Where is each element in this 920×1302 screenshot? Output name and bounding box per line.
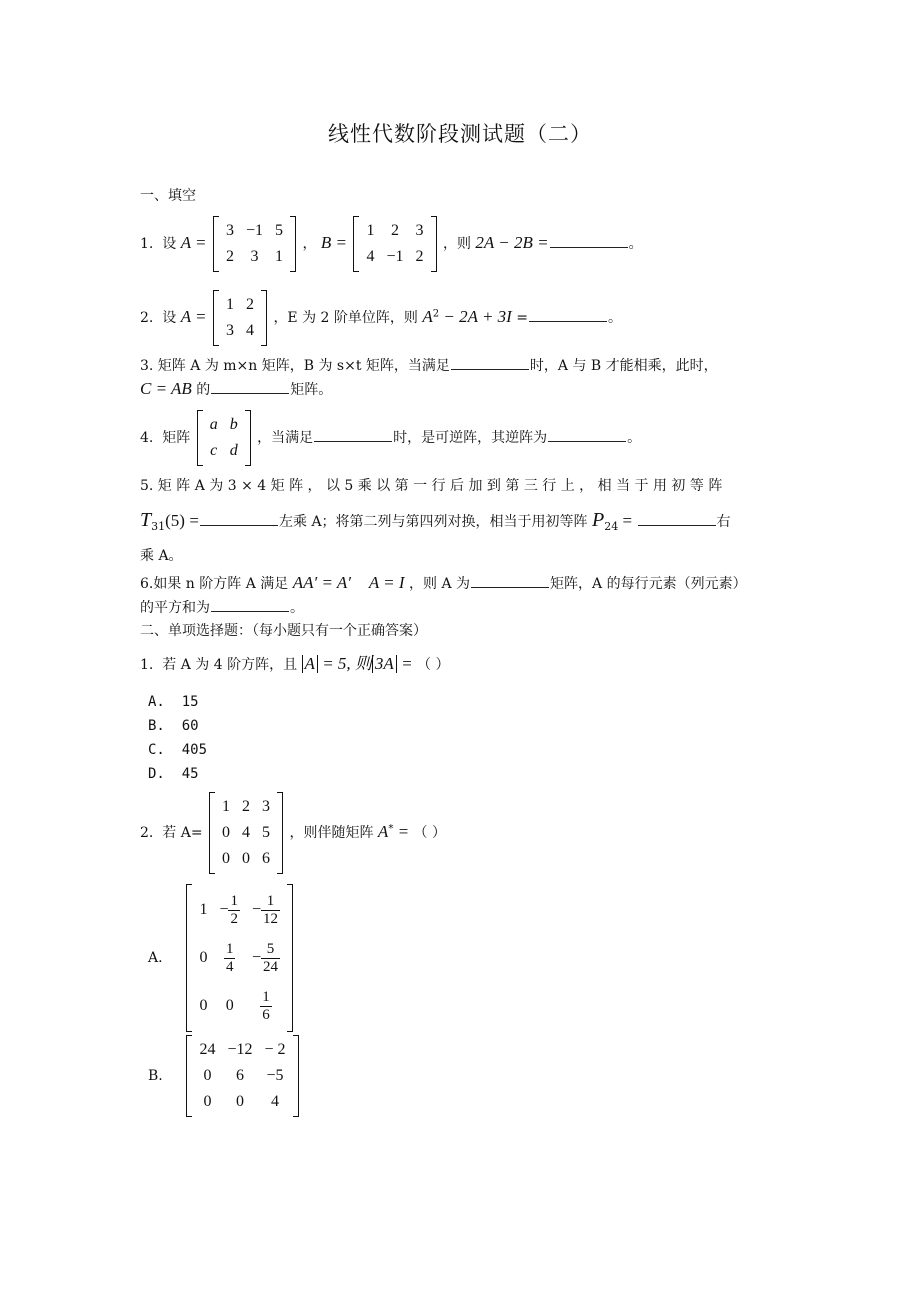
adjugate-option-b	[186, 1035, 298, 1117]
option-b-matrix[interactable]: B. 24 −12 − 2 0 6 −5 0 0 4	[148, 1035, 301, 1117]
matrix-cell: −12	[227, 1041, 253, 1058]
matrix-cell: − $\frac{5}{24}$	[251, 940, 279, 975]
matrix-cell: 3	[250, 248, 259, 265]
matrix-abcd	[197, 410, 251, 466]
answer-blank[interactable]	[211, 379, 289, 394]
matrix-cell: −1	[386, 248, 404, 265]
matrix-cell: 0	[199, 997, 208, 1014]
matrix-cell: b	[229, 416, 238, 433]
question-1-3-line1: 3. 矩阵 A 为 m×n 矩阵，B 为 s×t 矩阵，当满足 时，A 与 B 才能相乘，此时，	[140, 355, 718, 376]
matrix-cell: 1	[366, 222, 375, 239]
matrix-cell: 24	[199, 1041, 216, 1058]
matrix-cell: 0	[203, 1067, 212, 1084]
question-1-6-line2: 的平方和为 。	[140, 597, 304, 618]
abs-3A: 3A	[372, 655, 397, 673]
option-b[interactable]: B. 60	[148, 718, 199, 734]
matrix-cell: 1	[199, 901, 208, 918]
adjugate-option-a	[186, 884, 293, 1032]
matrix-cell: − $\frac{1}{12}$	[251, 892, 279, 927]
matrix-cell: 0	[235, 1093, 244, 1110]
matrix-cell: d	[229, 442, 238, 459]
question-1-5-line1: 5. 矩 阵 A 为 3 × 4 矩 阵 ， 以 5 乘 以 第 一 行 后 加 到 第 三 行 上 ， 相 当 于 用 初 等 阵	[140, 478, 723, 494]
matrix-cell: 0	[222, 824, 231, 841]
matrix-cell: 0	[242, 850, 251, 867]
matrix-B-q1	[353, 216, 436, 272]
matrix-cell: 3	[225, 222, 234, 239]
question-1-5-line2: $T_{31}(5)$ = 左乘 A；将第二列与第四列对换，相当于用初等阵 $P_{24}$ = 右	[140, 509, 731, 533]
matrix-cell: 2	[415, 248, 424, 265]
question-1-3-line2: C = AB 的 矩阵。	[140, 379, 333, 398]
matrix-cell: 5	[275, 222, 284, 239]
matrix-A-q2-2	[209, 792, 283, 874]
matrix-cell: 1	[275, 248, 284, 265]
answer-blank[interactable]	[200, 511, 278, 526]
option-c[interactable]: C. 405	[148, 742, 208, 758]
matrix-cell: 4	[271, 1093, 279, 1110]
matrix-cell: 0	[222, 850, 231, 867]
option-a-matrix[interactable]: A. 1 − $\frac{1}{2}$ − $\frac{1}{12}$ 0 $\frac{1}{4}$ − $\frac{5}{24}$ 0 0 $\frac{1}{6}$	[148, 884, 295, 1032]
matrix-A-q2	[213, 290, 267, 346]
question-1-6-line1: 6.如果 n 阶方阵 A 满足 AA′ = A′ A = I ，则 A 为 矩阵，A 的每行元素（列元素）	[140, 573, 747, 592]
matrix-cell: a	[209, 416, 218, 433]
matrix-cell: 1	[222, 798, 231, 815]
matrix-cell: 2	[242, 798, 251, 815]
matrix-cell: 0	[199, 949, 208, 966]
matrix-A-q1	[213, 216, 296, 272]
matrix-cell: − 2	[264, 1041, 286, 1058]
matrix-cell: 4	[242, 824, 251, 841]
question-2-2: 2. 若 A= 1 2 3 0 4 5 0 0 6 ，则伴随矩阵 A* = （ ）	[140, 792, 446, 874]
answer-blank[interactable]	[211, 597, 289, 612]
matrix-cell: −1	[245, 222, 264, 239]
answer-blank[interactable]	[471, 573, 549, 588]
matrix-cell: 2	[225, 248, 234, 265]
matrix-cell: $\frac{1}{4}$	[225, 940, 234, 975]
matrix-cell: 4	[366, 248, 375, 265]
matrix-cell: 6	[235, 1067, 244, 1084]
matrix-cell: 3	[262, 798, 271, 815]
matrix-cell: 1	[225, 296, 234, 313]
matrix-cell: 6	[262, 850, 271, 867]
matrix-cell: 0	[225, 997, 234, 1014]
section-heading-single-choice: 二、单项选择题：（每小题只有一个正确答案）	[140, 623, 427, 639]
matrix-cell: 4	[245, 322, 254, 339]
question-1-2: 2. 设 A = 1 2 3 4 ，E 为 2 阶单位阵，则 $A^2 - 2A + 3I$ = 。	[140, 290, 622, 346]
matrix-cell: 3	[415, 222, 424, 239]
option-a[interactable]: A. 15	[148, 694, 199, 710]
section-heading-fill-in: 一、填空	[140, 188, 196, 204]
page-title: 线性代数阶段测试题（二）	[328, 122, 592, 146]
matrix-cell: 0	[203, 1093, 212, 1110]
answer-blank[interactable]	[638, 511, 716, 526]
answer-blank[interactable]	[550, 233, 628, 248]
matrix-cell: 2	[245, 296, 254, 313]
answer-blank[interactable]	[548, 427, 626, 442]
answer-blank[interactable]	[529, 307, 607, 322]
matrix-cell: c	[210, 442, 218, 459]
answer-blank[interactable]	[451, 355, 529, 370]
question-2-1: 1. 若 A 为 4 阶方阵，且 A = 5, 则 3A = （ ）	[140, 654, 450, 673]
question-1-4: 4. 矩阵 a b c d ，当满足 时，是可逆阵，其逆阵为 。	[140, 410, 641, 466]
matrix-cell: −5	[266, 1067, 284, 1084]
matrix-cell: 5	[262, 824, 271, 841]
option-d[interactable]: D. 45	[148, 766, 199, 782]
matrix-cell: $\frac{1}{6}$	[262, 988, 270, 1023]
answer-blank[interactable]	[314, 427, 392, 442]
question-1-5-line3: 乘 A。	[140, 548, 183, 564]
matrix-cell: 2	[391, 222, 399, 239]
matrix-cell: 3	[225, 322, 234, 339]
question-1-1: 1. 设 A = 3 −1 5 2 3 1 ， B = 1 2 3 4 −1 2 ，则 2A − 2B = 。	[140, 216, 643, 272]
matrix-cell: − $\frac{1}{2}$	[219, 892, 238, 927]
abs-A: A	[302, 655, 318, 673]
